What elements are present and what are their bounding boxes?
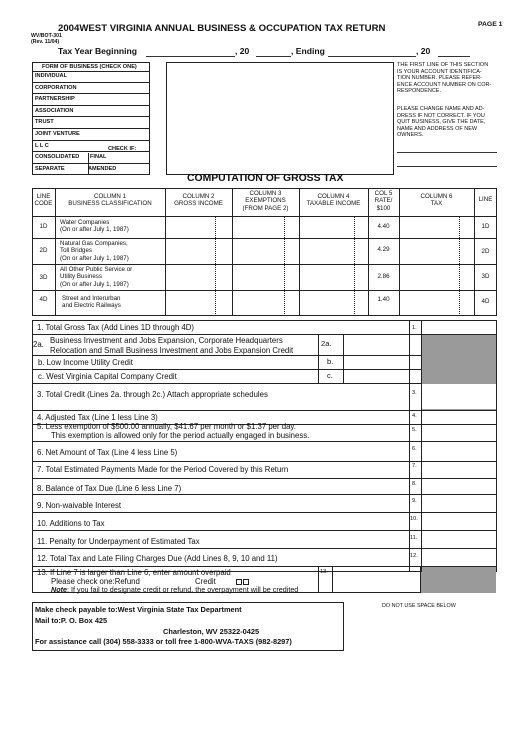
- line-7-label: 7. Total Estimated Payments Made for the Period Covered by this Return: [37, 465, 289, 474]
- line-10-label: 10. Additions to Tax: [37, 519, 105, 528]
- line-2b-amount[interactable]: [344, 356, 408, 368]
- line-8-number: 8.: [412, 481, 417, 487]
- line-4-label: 4. Adjusted Tax (Line 1 less Line 3): [37, 413, 158, 422]
- line-2c-box-label: c.: [327, 371, 333, 380]
- tax-year-end-date-field[interactable]: [328, 56, 416, 57]
- row-3d-line: 3D: [481, 273, 490, 280]
- row-4d-code: 4D: [39, 296, 48, 303]
- line-9-label: 9. Non-waivable Interest: [37, 501, 122, 510]
- line-5-label-2: This exemption is allowed only for the period actually engaged in business.: [51, 431, 310, 440]
- header-col4: COLUMN 4 TAXABLE INCOME: [306, 193, 361, 208]
- consolidated-checkbox-label[interactable]: CONSOLIDATED: [35, 154, 80, 160]
- assistance-phone: For assistance call (304) 558-3333 or toll free 1-800-WVA-TAXS (982-8297): [35, 637, 292, 646]
- line-2a-box-label: 2a.: [321, 339, 332, 348]
- line-1-number: 1.: [412, 325, 417, 331]
- payable-to: Make check payable to:West Virginia State Tax Department: [35, 605, 242, 614]
- line-12-number: 12.: [410, 553, 418, 559]
- line-5-number: 5.: [412, 427, 417, 433]
- change-address-notice: PLEASE CHANGE NAME AND AD- DRESS IF NOT CORRECT. IF YOU QUIT BUSINESS, GIVE THE DATE, NAME AND ADDRESS OF NEW OWNERS.: [397, 106, 486, 139]
- business-form-heading: FORM OF BUSINESS (CHECK ONE): [42, 64, 137, 70]
- line-6-amount[interactable]: [422, 442, 496, 460]
- line-2a-label-2: Relocation and Small Business Investment and Jobs Expansion Credit: [50, 346, 294, 355]
- tax-year-beginning-label: Tax Year Beginning: [58, 46, 137, 56]
- line-13-number: 13.: [320, 569, 328, 575]
- row-3d-classification: All Other Public Service or Utility Business (On or after July 1, 1987): [60, 266, 133, 288]
- header-col2: COLUMN 2 GROSS INCOME: [174, 193, 223, 208]
- row-1d-code: 1D: [39, 223, 48, 230]
- line-9-amount[interactable]: [422, 495, 496, 511]
- row-1d-classification: Water Companies (On or after July 1, 1987): [60, 219, 129, 234]
- form-title: 2004WEST VIRGINIA ANNUAL BUSINESS & OCCUPATION TAX RETURN: [58, 23, 386, 34]
- line-12-amount[interactable]: [422, 549, 496, 565]
- row-3d-rate: 2.86: [377, 273, 390, 280]
- line-2b-box-label: b.: [327, 357, 334, 366]
- line-5-amount[interactable]: [422, 425, 496, 440]
- header-col1: COLUMN 1 BUSINESS CLASSIFICATION: [68, 193, 152, 208]
- line-2a-amount[interactable]: [344, 335, 408, 354]
- amended-checkbox-label[interactable]: AMENDED: [88, 166, 117, 172]
- row-4d-rate: 1.40: [377, 296, 390, 303]
- business-form-association[interactable]: ASSOCIATION: [33, 106, 149, 118]
- line-7-number: 7.: [412, 463, 417, 469]
- mail-to: Mail to:P. O. Box 425: [35, 616, 108, 625]
- row-1d-line: 1D: [481, 223, 490, 230]
- line-4-number: 4.: [412, 413, 417, 419]
- page-number: PAGE 1: [478, 21, 503, 28]
- line-12-label: 12. Total Tax and Late Filing Charges Due (Add Lines 8, 9, 10 and 11): [37, 554, 278, 563]
- row-1d-rate: 4.40: [377, 223, 390, 230]
- line-13-credit-label: Credit: [195, 577, 216, 586]
- header-col5: COL 5 RATE/ $100: [374, 190, 393, 212]
- line-1-amount[interactable]: [422, 321, 496, 333]
- shaded-area-overpaid: [421, 566, 496, 593]
- form-id: WV/BOT-301: [31, 33, 62, 39]
- line-13-check-label: Please check one:Refund: [51, 577, 140, 586]
- tax-year-begin-year-field[interactable]: [256, 56, 291, 57]
- tax-year-begin-date-field[interactable]: [146, 56, 235, 57]
- line-9-number: 9.: [412, 498, 417, 504]
- row-2d-code: 2D: [39, 247, 48, 254]
- name-address-box[interactable]: [166, 62, 394, 175]
- line-3-number: 3.: [412, 390, 417, 396]
- line-3-amount[interactable]: [422, 384, 496, 409]
- new-owner-line-1[interactable]: [397, 152, 497, 153]
- row-2d-line: 2D: [481, 248, 490, 255]
- line-2b-label: b. Low Income Utility Credit: [38, 358, 133, 367]
- line-13-label: 13. If Line 7 is larger than Line 6, enter amount overpaid: [37, 568, 231, 577]
- row-2d-rate: 4.29: [377, 246, 390, 253]
- tax-year-end-year-field[interactable]: [438, 56, 470, 57]
- header-line: LINE: [478, 196, 493, 203]
- line-2c-label: c. West Virginia Capital Company Credit: [38, 372, 177, 381]
- line-11-amount[interactable]: [422, 531, 496, 547]
- header-col3: COLUMN 3 EXEMPTIONS (FROM PAGE 2): [242, 190, 289, 212]
- line-10-number: 10.: [410, 516, 418, 522]
- line-2a-prefix: 2a.: [33, 340, 44, 349]
- line-7-amount[interactable]: [422, 462, 496, 477]
- line-13-note: [51, 585, 298, 594]
- separate-checkbox-label[interactable]: SEPARATE: [35, 166, 65, 172]
- row-4d-line: 4D: [481, 298, 490, 305]
- note-text: : If you fail to designate credit or refund, the overpayment will be credited: [66, 585, 299, 594]
- business-form-trust[interactable]: TRUST: [33, 117, 149, 129]
- new-owner-line-2[interactable]: [397, 166, 497, 167]
- ending-label: , Ending: [291, 46, 325, 56]
- row-3d-code: 3D: [39, 274, 48, 281]
- city-state-zip: Charleston, WV 25322-0425: [163, 627, 260, 636]
- begin-year-prefix: , 20: [235, 46, 250, 56]
- business-form-partnership[interactable]: PARTNERSHIP: [33, 94, 149, 106]
- end-year-prefix: , 20: [416, 46, 431, 56]
- line-6-number: 6.: [412, 446, 417, 452]
- business-form-joint-venture[interactable]: JOINT VENTURE: [33, 129, 149, 141]
- form-revision: (Rev. 11/04): [31, 39, 60, 45]
- business-form-corporation[interactable]: CORPORATION: [33, 83, 149, 95]
- business-form-llc[interactable]: L L C: [33, 141, 149, 153]
- note-label: Note: [51, 585, 67, 594]
- row-4d-classification: Street and Interurban and Electric Railways: [62, 295, 121, 310]
- line-1-label: 1. Total Gross Tax (Add Lines 1D through 4D): [37, 323, 195, 332]
- do-not-use-notice: DO NOT USE SPACE BELOW: [382, 603, 456, 609]
- line-8-amount[interactable]: [422, 479, 496, 493]
- line-11-number: 11.: [410, 535, 418, 541]
- line-4-amount[interactable]: [422, 411, 496, 423]
- header-col6: COLUMN 6 TAX: [420, 193, 453, 208]
- line-13-amount[interactable]: [333, 567, 420, 592]
- line-11-label: 11. Penalty for Underpayment of Estimated Tax: [37, 537, 200, 546]
- final-checkbox-label[interactable]: FINAL: [90, 154, 107, 160]
- line-3-label: 3. Total Credit (Lines 2a. through 2c.) Attach appropriate schedules: [37, 390, 268, 399]
- row-2d-classification: Natural Gas Companies, Toll Bridges (On or after July 1, 1987): [60, 240, 129, 262]
- line-8-label: 8. Balance of Tax Due (Line 6 less Line 7): [37, 484, 182, 493]
- line-10-amount[interactable]: [422, 513, 496, 529]
- line-2a-label-1: Business Investment and Jobs Expansion, Corporate Headquarters: [50, 336, 283, 345]
- header-line-code: LINE CODE: [34, 193, 53, 208]
- check-if-label: CHECK IF:: [108, 146, 137, 152]
- computation-title: COMPUTATION OF GROSS TAX: [187, 173, 344, 184]
- line-2c-amount[interactable]: [344, 370, 408, 382]
- line-6-label: 6. Net Amount of Tax (Line 4 less Line 5): [37, 448, 178, 457]
- account-notice: THE FIRST LINE OF THIS SECTION IS YOUR ACCOUNT IDENTIFICA- TION NUMBER. PLEASE REFER- ENCE ACCOUNT NUMBER ON COR- RESPONDENCE.: [397, 62, 492, 95]
- business-form-individual[interactable]: INDIVIDUAL: [33, 71, 149, 83]
- line-5-label-1: 5. Less exemption of $500.00 annually, $41.67 per month or $1.37 per day.: [37, 422, 296, 431]
